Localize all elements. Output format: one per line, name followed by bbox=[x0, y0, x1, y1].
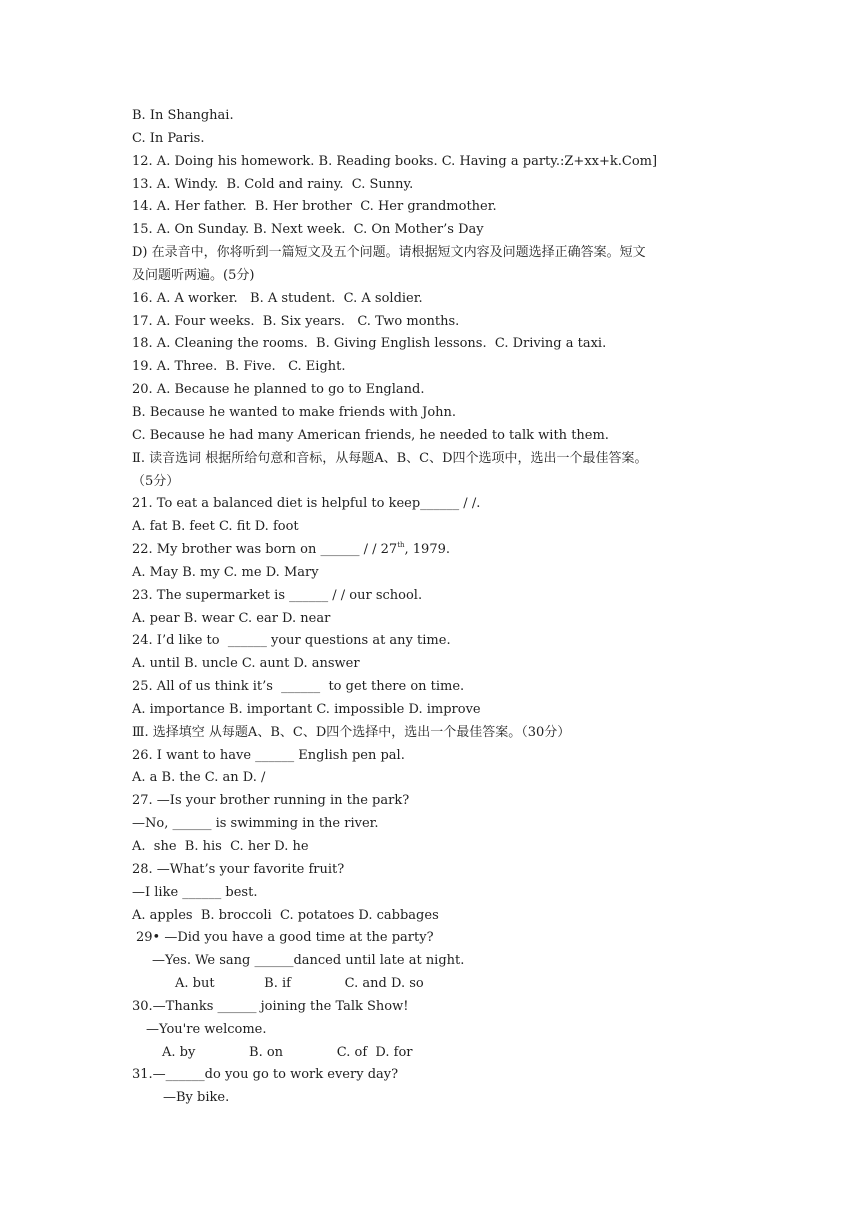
q20-option-c: C. Because he had many American friends, he needed to talk with them. bbox=[132, 427, 609, 443]
question-19: 19. A. Three. B. Five. C. Eight. bbox=[132, 359, 346, 375]
ordinal-suffix: th bbox=[397, 541, 405, 550]
q23-options: A. pear B. wear C. ear D. near bbox=[132, 610, 331, 626]
question-23: 23. The supermarket is ______ / / our school. bbox=[132, 587, 423, 603]
q25-options: A. importance B. important C. impossible D. improve bbox=[132, 701, 481, 717]
question-14: 14. A. Her father. B. Her brother C. Her grandmother. bbox=[132, 199, 497, 215]
question-25: 25. All of us think it’s ______ to get there on time. bbox=[132, 679, 465, 695]
question-22-tail: , 1979. bbox=[404, 542, 450, 558]
question-28: 28. —What’s your favorite fruit? bbox=[132, 861, 345, 877]
q29-response: —Yes. We sang ______danced until late at night. bbox=[152, 953, 465, 969]
section-d-instructions-cont: 及问题听两遍。(5分) bbox=[132, 267, 255, 283]
question-21: 21. To eat a balanced diet is helpful to keep______ / /. bbox=[132, 496, 481, 512]
q30-response: —You're welcome. bbox=[146, 1021, 267, 1037]
section-d-instructions: D) 在录音中，你将听到一篇短文及五个问题。请根据短文内容及问题选择正确答案。短文 bbox=[132, 245, 646, 261]
q11-option-c: C. In Paris. bbox=[132, 130, 205, 146]
q30-options: A. by B. on C. of D. for bbox=[162, 1044, 413, 1060]
question-22-text: 22. My brother was born on ______ / / 27 bbox=[132, 542, 398, 558]
q28-options: A. apples B. broccoli C. potatoes D. cabbages bbox=[132, 907, 439, 923]
question-30: 30.—Thanks ______ joining the Talk Show! bbox=[132, 998, 409, 1014]
question-31: 31.—______do you go to work every day? bbox=[132, 1067, 399, 1083]
q27-response: —No, ______ is swimming in the river. bbox=[132, 816, 379, 832]
q20-option-b: B. Because he wanted to make friends with John. bbox=[132, 404, 457, 420]
question-16: 16. A. A worker. B. A student. C. A soldier. bbox=[132, 290, 423, 306]
q29-options: A. but B. if C. and D. so bbox=[175, 976, 424, 992]
q31-response: —By bike. bbox=[163, 1090, 230, 1106]
q27-options: A. she B. his C. her D. he bbox=[132, 839, 309, 854]
question-12: 12. A. Doing his homework. B. Reading books. C. Having a party.:Z+xx+k.Com] bbox=[132, 153, 658, 169]
question-13: 13. A. Windy. B. Cold and rainy. C. Sunny. bbox=[132, 176, 414, 192]
question-22 bbox=[0, 539, 865, 562]
q26-options: A. a B. the C. an D. / bbox=[132, 770, 266, 786]
section-2-points: （5分） bbox=[132, 473, 180, 489]
q22-options: A. May B. my C. me D. Mary bbox=[132, 564, 319, 580]
q24-options: A. until B. uncle C. aunt D. answer bbox=[132, 656, 360, 672]
q28-response: —I like ______ best. bbox=[132, 884, 258, 900]
q11-option-b: B. In Shanghai. bbox=[132, 108, 234, 123]
q21-options: A. fat B. feet C. fit D. foot bbox=[132, 519, 299, 535]
question-26: 26. I want to have ______ English pen pal. bbox=[132, 747, 405, 763]
question-29: 29• —Did you have a good time at the party? bbox=[136, 930, 434, 946]
question-18: 18. A. Cleaning the rooms. B. Giving English lessons. C. Driving a taxi. bbox=[132, 336, 607, 352]
question-17: 17. A. Four weeks. B. Six years. C. Two months. bbox=[132, 313, 460, 329]
question-24: 24. I’d like to ______ your questions at any time. bbox=[132, 633, 451, 649]
question-20: 20. A. Because he planned to go to England. bbox=[132, 382, 425, 398]
section-3-heading: Ⅲ. 选择填空 从每题A、B、C、D四个选择中，选出一个最佳答案。（30分） bbox=[132, 724, 571, 740]
document-body bbox=[0, 105, 865, 1110]
question-15: 15. A. On Sunday. B. Next week. C. On Mother’s Day bbox=[132, 222, 484, 238]
section-2-heading: Ⅱ. 读音选词 根据所给句意和音标，从每题A、B、C、D四个选项中，选出一个最佳答案。 bbox=[132, 450, 648, 466]
question-27: 27. —Is your brother running in the park? bbox=[132, 793, 410, 809]
